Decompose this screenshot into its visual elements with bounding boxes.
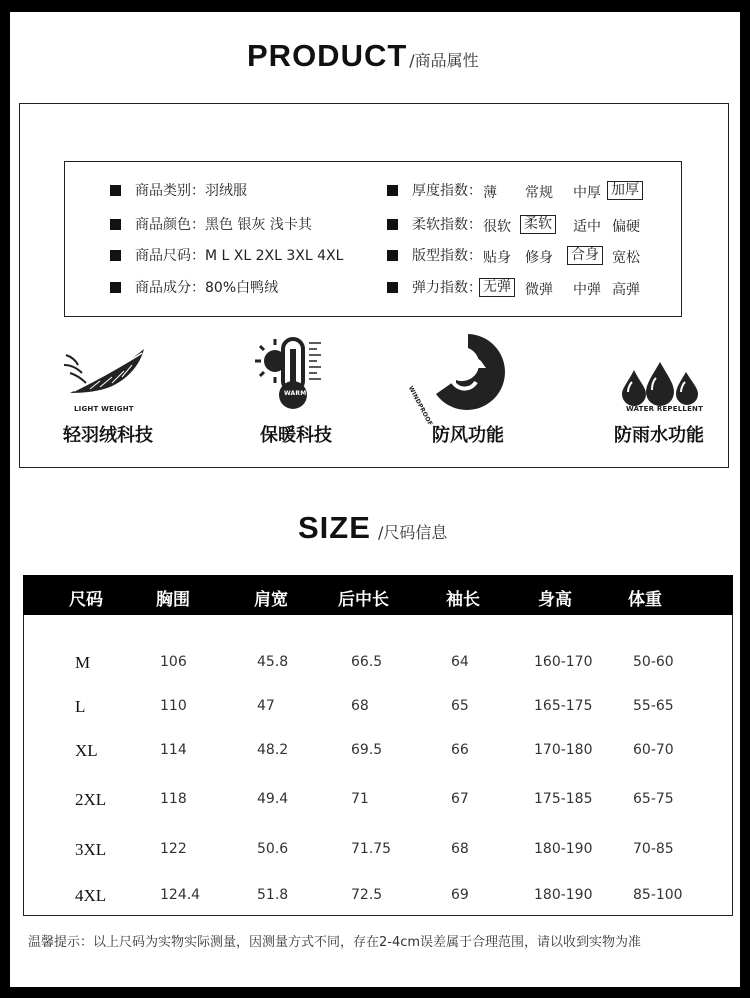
attribute-text: 商品类别：羽绒服 (135, 183, 247, 199)
attribute-text: 商品颜色：黑色 银灰 浅卡其 (135, 217, 312, 233)
feather-icon (60, 343, 152, 403)
option-thickness: 常规 (525, 185, 553, 201)
bullet-square-icon (110, 219, 121, 230)
table-cell: 71 (351, 791, 369, 807)
table-cell: 175-185 (534, 791, 593, 807)
table-cell: 65 (451, 698, 469, 714)
option-fit: 修身 (525, 250, 553, 266)
feature-label: 轻羽绒科技 (63, 425, 153, 446)
feature-label: 保暖科技 (260, 425, 332, 446)
attribute-thickness (387, 180, 482, 200)
attribute-fit (387, 245, 482, 265)
feature-badge: WINDPROOF (406, 385, 434, 428)
table-cell: 110 (160, 698, 187, 714)
table-cell: 71.75 (351, 841, 392, 857)
feature-badge: WATER REPELLENT (626, 405, 704, 413)
table-cell: 49.4 (257, 791, 289, 807)
table-cell: 118 (160, 791, 187, 807)
bullet-square-icon (387, 282, 398, 293)
product-heading (247, 38, 479, 74)
product-title: PRODUCT (247, 38, 408, 73)
table-cell: 50.6 (257, 841, 289, 857)
attribute-text: 商品成分：80%白鸭绒 (135, 280, 279, 296)
attribute-elasticity (387, 277, 482, 297)
column-header: 身高 (538, 590, 572, 610)
note-text: 温馨提示：以上尺码为实物实际测量，因测量方式不同，存在2-4cm误差属于合理范围，请以收到实物为准 (28, 935, 642, 950)
size-label-cell: M (75, 653, 91, 672)
option-elasticity: 中弹 (573, 282, 601, 298)
table-cell: 50-60 (633, 654, 674, 670)
water-drops-icon (618, 362, 702, 406)
table-cell: 165-175 (534, 698, 593, 714)
table-cell: 45.8 (257, 654, 289, 670)
table-cell: 69 (451, 887, 469, 903)
column-header: 体重 (628, 590, 662, 610)
feature-badge: WARM (284, 390, 307, 397)
table-cell: 64 (451, 654, 469, 670)
bullet-square-icon (387, 219, 398, 230)
table-cell: 68 (451, 841, 469, 857)
attribute-text: 商品尺码：M L XL 2XL 3XL 4XL (135, 248, 344, 264)
size-heading (298, 510, 447, 546)
attribute-color (110, 214, 312, 234)
table-cell: 124.4 (160, 887, 201, 903)
table-cell: 69.5 (351, 742, 383, 758)
table-cell: 68 (351, 698, 369, 714)
table-cell: 47 (257, 698, 275, 714)
attribute-sizes (110, 245, 343, 265)
attribute-text: 柔软指数： (412, 217, 482, 233)
attribute-category (110, 180, 247, 200)
table-cell: 72.5 (351, 887, 383, 903)
product-subtitle: /商品属性 (409, 51, 479, 70)
table-cell: 51.8 (257, 887, 289, 903)
column-header: 胸围 (156, 590, 190, 610)
option-elasticity: 微弹 (525, 282, 553, 298)
option-thickness-selected: 加厚 (607, 181, 643, 200)
table-cell: 114 (160, 742, 187, 758)
option-elasticity-selected: 无弹 (479, 278, 515, 297)
column-header: 后中长 (338, 590, 389, 610)
option-softness: 偏硬 (612, 219, 640, 235)
bullet-square-icon (110, 185, 121, 196)
option-fit: 贴身 (483, 250, 511, 266)
attribute-text: 版型指数： (412, 248, 482, 264)
table-cell: 66.5 (351, 654, 383, 670)
feature-label: 防雨水功能 (614, 425, 704, 446)
attribute-material (110, 277, 278, 297)
size-label-cell: 3XL (75, 840, 107, 859)
table-cell: 180-190 (534, 841, 593, 857)
table-cell: 170-180 (534, 742, 593, 758)
table-cell: 122 (160, 841, 187, 857)
size-label-cell: XL (75, 741, 98, 760)
table-cell: 55-65 (633, 698, 674, 714)
feature-badge: LIGHT WEIGHT (74, 405, 134, 413)
bullet-square-icon (387, 250, 398, 261)
table-cell: 160-170 (534, 654, 593, 670)
option-softness: 很软 (483, 219, 511, 235)
option-softness-selected: 柔软 (520, 215, 556, 234)
column-header: 尺码 (69, 590, 103, 610)
bullet-square-icon (110, 250, 121, 261)
option-fit: 宽松 (612, 250, 640, 266)
column-header: 袖长 (446, 590, 480, 610)
size-title: SIZE (298, 510, 371, 545)
size-label-cell: 2XL (75, 790, 107, 809)
table-cell: 85-100 (633, 887, 683, 903)
option-thickness: 薄 (483, 185, 497, 201)
size-label-cell: L (75, 697, 86, 716)
attribute-text: 弹力指数： (412, 280, 482, 296)
size-label-cell: 4XL (75, 886, 107, 905)
table-cell: 60-70 (633, 742, 674, 758)
table-cell: 48.2 (257, 742, 289, 758)
attribute-text: 厚度指数： (412, 183, 482, 199)
bullet-square-icon (110, 282, 121, 293)
table-cell: 180-190 (534, 887, 593, 903)
option-fit-selected: 合身 (567, 246, 603, 265)
table-cell: 106 (160, 654, 187, 670)
option-thickness: 中厚 (573, 185, 601, 201)
table-cell: 65-75 (633, 791, 674, 807)
option-elasticity: 高弹 (612, 282, 640, 298)
table-cell: 67 (451, 791, 469, 807)
table-cell: 66 (451, 742, 469, 758)
option-softness: 适中 (573, 219, 601, 235)
windproof-icon (426, 330, 510, 414)
size-subtitle: /尺码信息 (378, 523, 448, 542)
feature-label: 防风功能 (432, 425, 504, 446)
table-cell: 70-85 (633, 841, 674, 857)
thermometer-sun-icon (255, 333, 327, 413)
column-header: 肩宽 (254, 590, 288, 610)
bullet-square-icon (387, 185, 398, 196)
attribute-softness (387, 214, 482, 234)
